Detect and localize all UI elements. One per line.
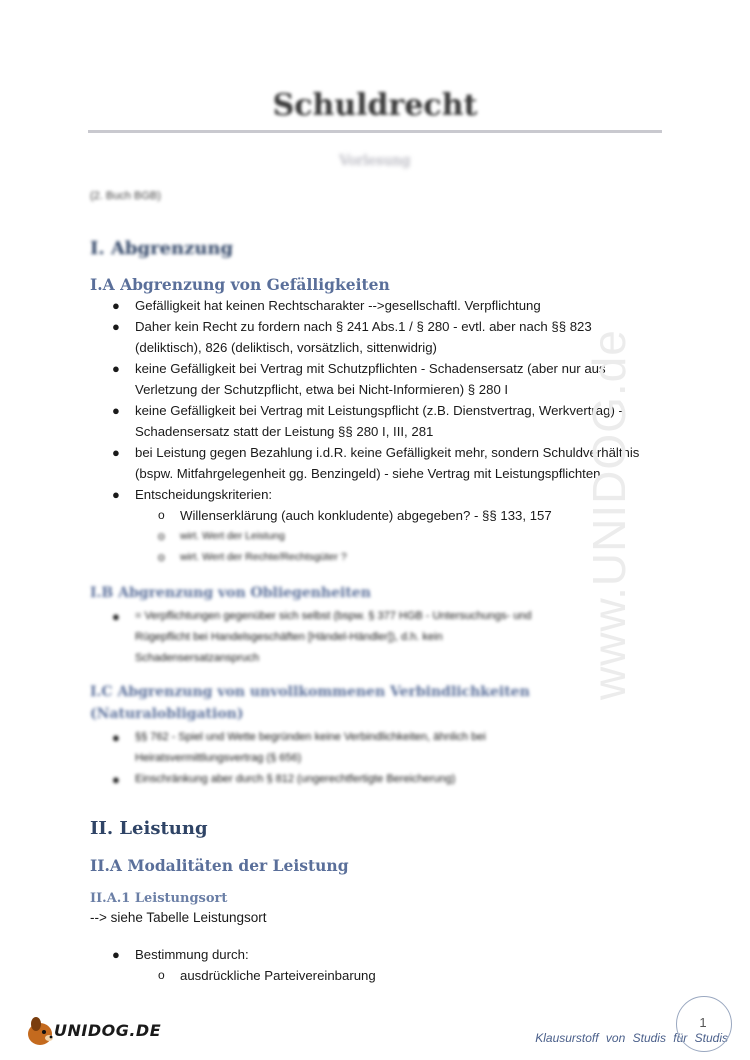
- subsection-heading: I.B Abgrenzung von Obliegenheiten: [90, 585, 371, 601]
- list-item: ● bei Leistung gegen Bezahlung i.d.R. keine Gefälligkeit mehr, sondern Schuldverhältnis (bspw. Mitfahrgelegenheit gg. Benzingeld) - siehe Vertrag mit Leistungspflichten: [0, 442, 660, 484]
- circle-bullet-icon: o: [158, 508, 165, 522]
- bullet-icon: ●: [112, 947, 120, 962]
- section-heading: II. Leistung: [90, 818, 208, 839]
- circle-bullet-icon: o: [158, 550, 165, 564]
- watermark: www.UNIDOG.de: [583, 329, 635, 700]
- list-item: ● = Verpflichtungen gegenüber sich selbst (bspw. § 377 HGB - Untersuchungs- und Rügepflicht bei Handelsgeschäften [Händel-Händler]), d.h. kein Schadensersatzanspruch: [0, 606, 660, 669]
- list-item: ● Einschränkung aber durch § 812 (ungerechtfertigte Bereicherung): [0, 769, 660, 790]
- bullet-list: [0, 295, 660, 568]
- bullet-icon: ●: [112, 403, 120, 418]
- bullet-list: [0, 606, 660, 669]
- document-title: Schuldrecht: [272, 88, 478, 123]
- bullet-list: [0, 944, 660, 986]
- list-item: ● Entscheidungskriterien:: [0, 484, 660, 505]
- document-subtitle: Vorlesung: [339, 153, 411, 169]
- footer-tagline: Klausurstoff von Studis für Studis: [535, 1031, 728, 1045]
- sub-list-item: o wirt. Wert der Rechte/Rechtsgüter ?: [0, 547, 660, 568]
- list-item: ● Bestimmung durch:: [0, 944, 660, 965]
- list-item: ● Daher kein Recht zu fordern nach § 241 Abs.1 / § 280 - evtl. aber nach §§ 823 (deliktisch), 826 (deliktisch, vorsätzlich, sittenwidrig): [0, 316, 660, 358]
- bullet-list: [0, 727, 660, 790]
- subsection-heading: II.A Modalitäten der Leistung: [90, 856, 349, 875]
- subsection-heading: I.C Abgrenzung von unvollkommenen Verbindlichkeiten (Naturalobligation): [90, 684, 530, 722]
- subsubsection-heading: II.A.1 Leistungsort: [90, 891, 228, 906]
- bullet-icon: ●: [112, 361, 120, 376]
- list-item: ● keine Gefälligkeit bei Vertrag mit Schutzpflichten - Schadensersatz (aber nur aus Verletzung der Schutzpflicht, etwa bei Nicht-Informieren) § 280 I: [0, 358, 660, 400]
- circle-bullet-icon: o: [158, 968, 165, 982]
- sub-list-item: o wirt. Wert der Leistung: [0, 526, 660, 547]
- book-reference: (2. Buch BGB): [90, 190, 161, 202]
- sub-list-item: o Willenserklärung (auch konkludente) abgegeben? - §§ 133, 157: [0, 505, 660, 526]
- list-item: ● keine Gefälligkeit bei Vertrag mit Leistungspflicht (z.B. Dienstvertrag, Werkvertrag) - Schadensersatz statt der Leistung §§ 280 I, III, 281: [0, 400, 660, 442]
- bullet-icon: ●: [112, 609, 120, 624]
- section-heading: I. Abgrenzung: [90, 238, 234, 259]
- bullet-icon: ●: [112, 298, 120, 313]
- subsection-heading: I.A Abgrenzung von Gefälligkeiten: [90, 275, 390, 294]
- title-divider: [88, 130, 662, 133]
- paragraph: --> siehe Tabelle Leistungsort: [90, 910, 267, 925]
- circle-bullet-icon: o: [158, 529, 165, 543]
- list-item: ● §§ 762 - Spiel und Wette begründen keine Verbindlichkeiten, ähnlich bei Heiratsvermittlungsvertrag (§ 656): [0, 727, 660, 769]
- bullet-icon: ●: [112, 730, 120, 745]
- bullet-icon: ●: [112, 772, 120, 787]
- bullet-icon: ●: [112, 445, 120, 460]
- list-item: ● Gefälligkeit hat keinen Rechtscharakter -->gesellschaftl. Verpflichtung: [0, 295, 660, 316]
- logo-text: UNIDOG.DE: [54, 1021, 162, 1040]
- bullet-icon: ●: [112, 487, 120, 502]
- sub-list-item: o ausdrückliche Parteivereinbarung: [0, 965, 660, 986]
- page-number: 1: [699, 1015, 707, 1030]
- bullet-icon: ●: [112, 319, 120, 334]
